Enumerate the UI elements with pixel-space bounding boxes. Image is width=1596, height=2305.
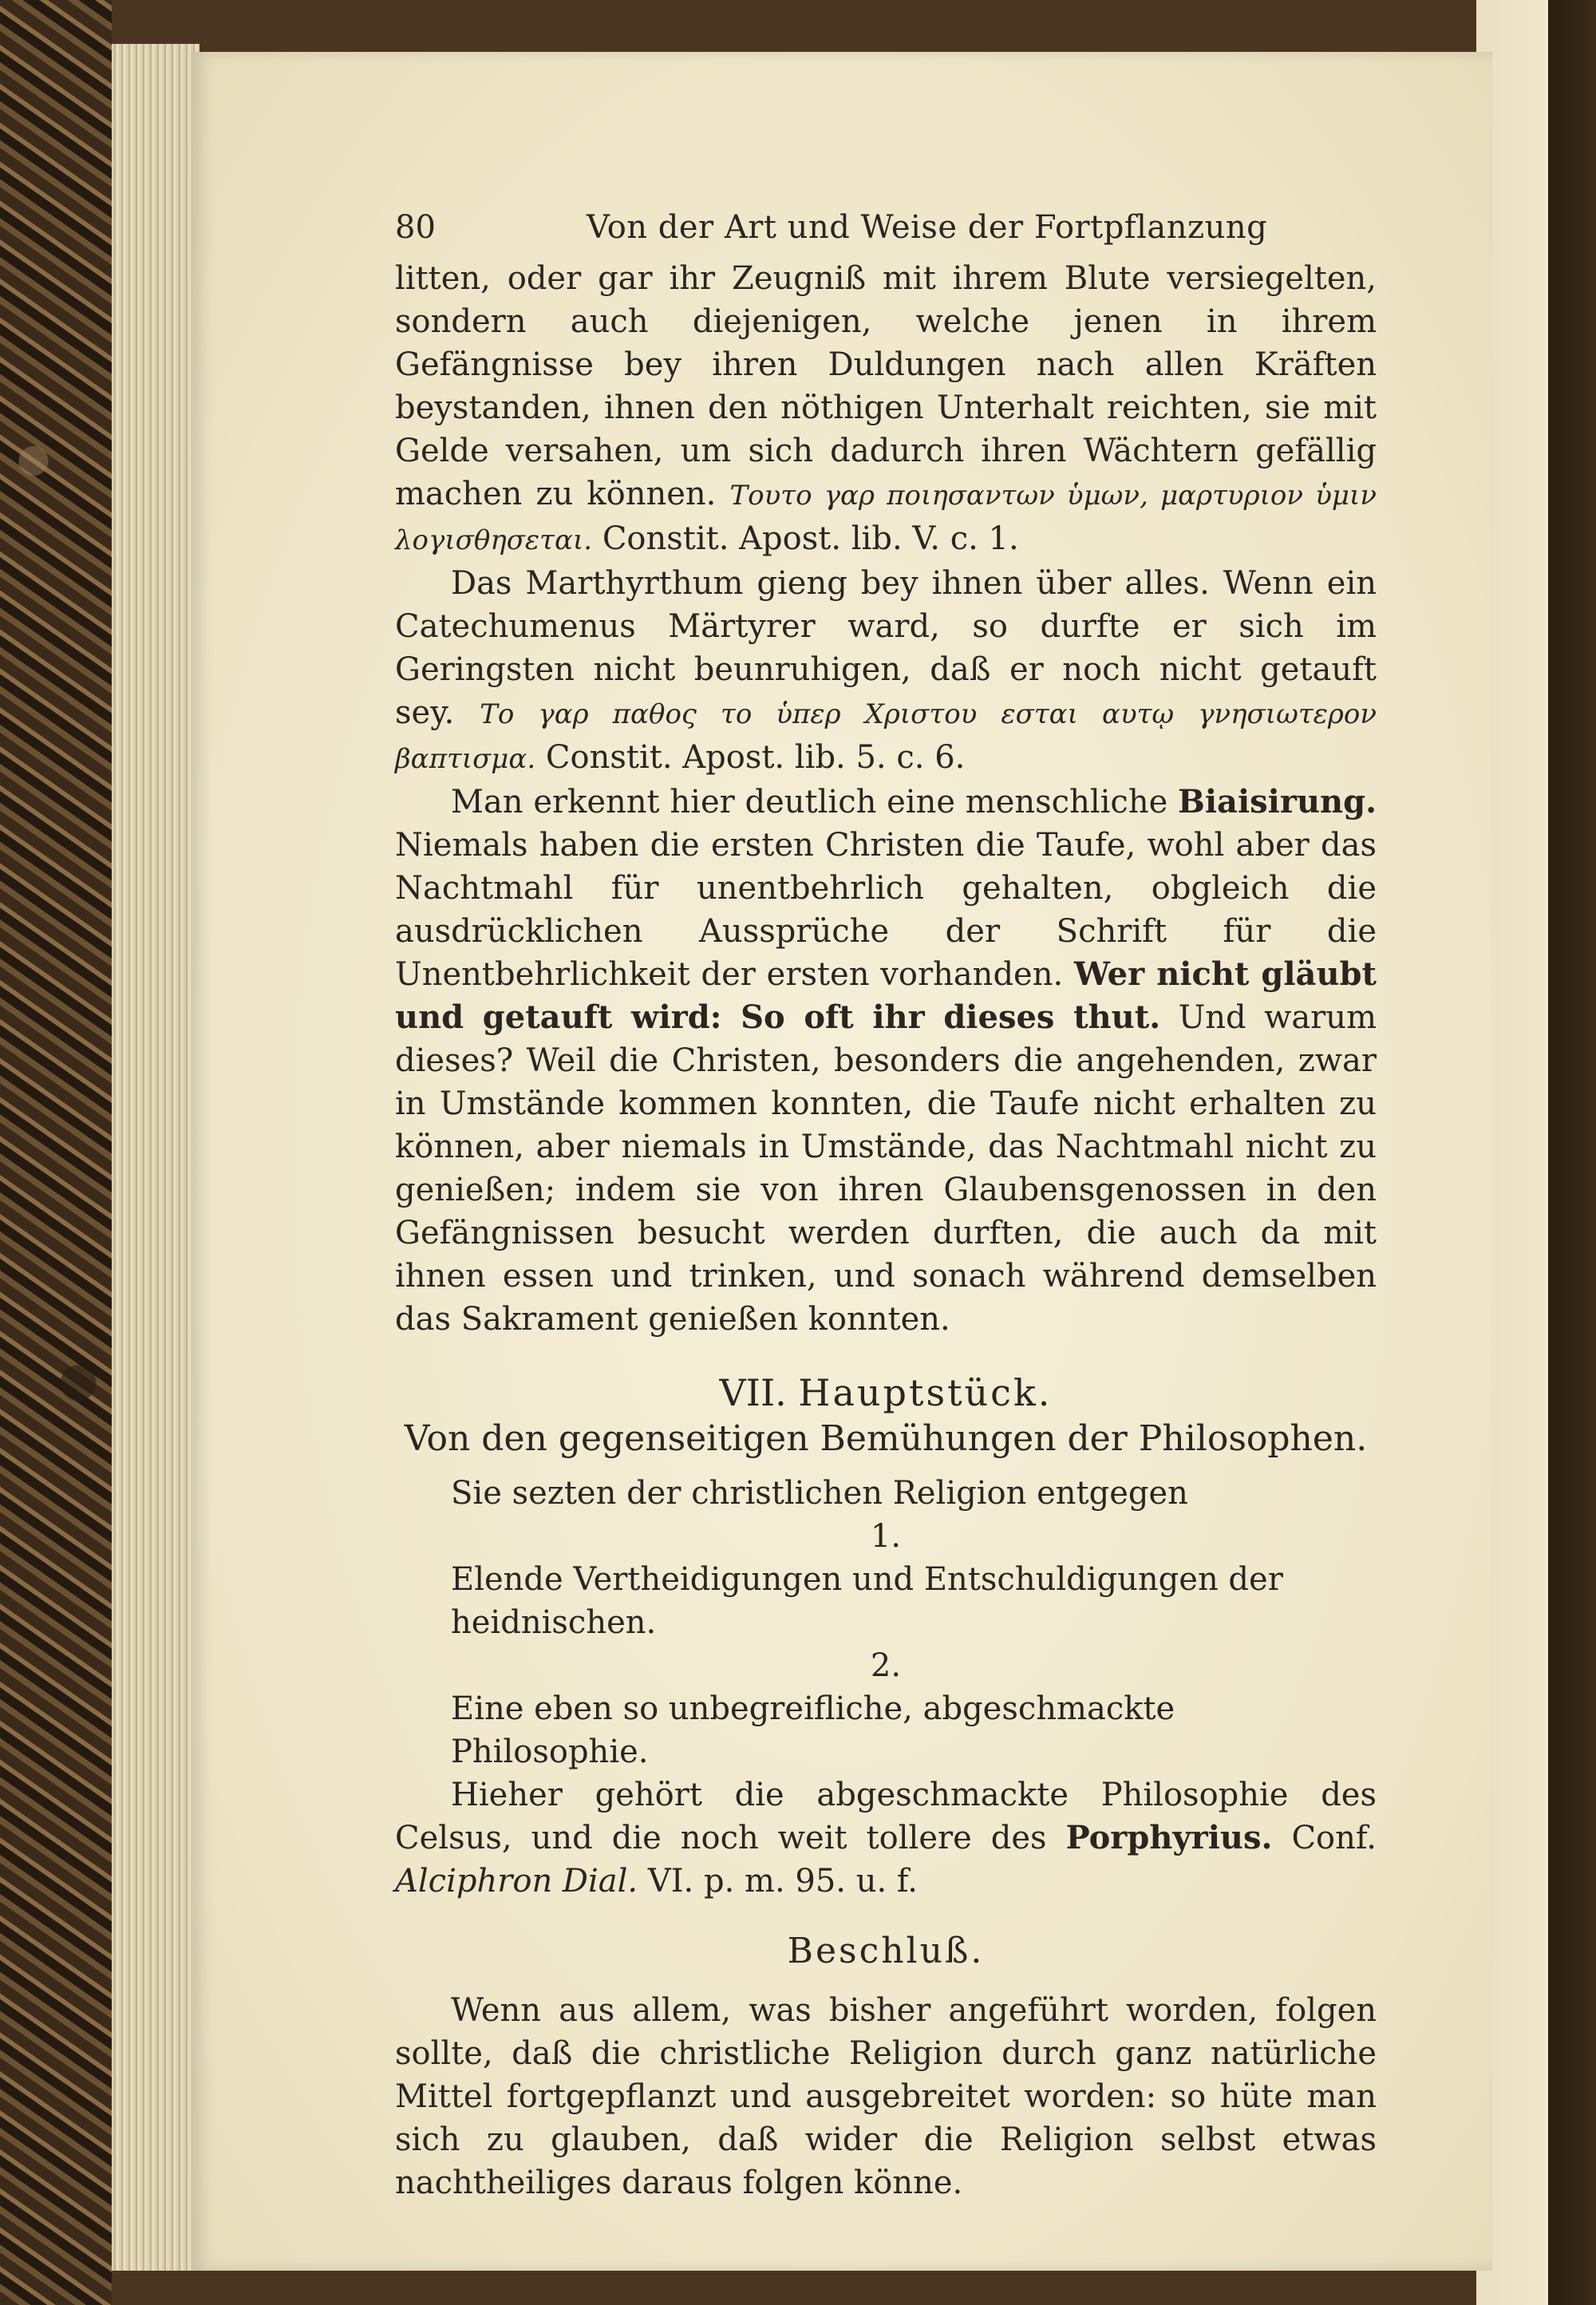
page-number: 80 [395,209,436,246]
emphasis: Porphyrius. [1065,1819,1273,1856]
citation: Constit. Apost. lib. V. c. 1. [602,520,1019,557]
item-number: 1. [870,1518,902,1555]
reference-work: Alciphron Dial. [395,1863,638,1900]
page-text [395,206,1377,2204]
paragraph-text: Das Marthyrthum gieng bey ihnen über alles. Wenn ein Catechumenus Märtyrer ward, so durfte er sich im Geringsten nicht beunruhigen, daß er noch nicht getauft sey. [395,565,1377,731]
emphasis: Biaisirung. [1178,783,1377,820]
running-head [395,206,1377,257]
greek-quote: Το γαρ παθος το ὑπερ Χριστου εσται αυτῳ γνησιωτερον βαπτισμα. [395,698,1377,775]
chapter-label: Hauptstück. [798,1371,1053,1414]
chapter-title: Von den gegenseitigen Bemühungen der Philosophen. [404,1418,1368,1459]
item-text: Eine eben so unbegreifliche, abgeschmackte Philosophie. [451,1690,1175,1770]
item-number: 2. [870,1647,902,1684]
paragraph-text: Man erkennt hier deutlich eine menschliche [451,784,1168,820]
conclusion-title: Beschluß. [787,1931,985,1971]
page-edges [112,44,200,2271]
right-page-edge [1476,0,1596,2305]
paragraph-2 [395,562,1377,781]
conf-label: Conf. [1291,1820,1377,1856]
reference-detail: VI. p. m. 95. u. f. [647,1863,918,1900]
paragraph-text: Und warum dieses? Weil die Christen, besonders die angehenden, zwar in Umstände kommen konnten, die Taufe nicht erhalten zu können, aber niemals in Umstände, das Nachtmahl nicht zu genießen; indem sie von ihren Glaubensgenossen in den Gefängnissen besucht werden durften, die auch da mit ihnen essen und trinken, und sonach während demselben das Sakrament genießen konnten. [395,999,1377,1338]
paragraph-4 [395,1773,1377,1903]
paragraph-text: Hieher gehört die abgeschmackte Philosophie des Celsus, und die noch weit tollere des [395,1777,1377,1856]
greek-quote: Τουτο γαρ ποιησαντων ὑμων, μαρτυριον ὑμιν λογισθησεται. [395,480,1377,556]
conclusion-text: Wenn aus allem, was bisher angeführt worden, folgen sollte, daß die christliche Religion durch ganz natürliche Mittel fortgepflanzt und ausgebreitet worden: so hüte man sich zu glauben, daß wider die Religion selbst etwas nachtheiliges daraus folgen könne. [395,1992,1377,2201]
chapter-intro: Sie sezten der christlichen Religion entgegen [451,1475,1188,1512]
item-text: Elende Vertheidigungen und Entschuldigungen der heidnischen. [451,1561,1283,1641]
paragraph-text: Niemals haben die ersten Christen die Taufe, wohl aber das Nachtmahl für unentbehrlich gehalten, obgleich die ausdrücklichen Aussprüche der Schrift für die Unentbehrlichkeit der ersten vorhanden. [395,827,1377,993]
paragraph-text: litten, oder gar ihr Zeugniß mit ihrem Blute versiegelten, sondern auch diejenigen, welche jenen in ihrem Gefängnisse bey ihren Duldungen nach allen Kräften beystanden, ihnen den nöthigen Unterhalt reichten, sie mit Gelde versahen, um sich dadurch ihren Wächtern gefällig machen zu können. [395,260,1377,512]
paragraph-1 [395,257,1377,562]
paragraph-3 [395,781,1377,1341]
chapter-number: VII. [719,1371,787,1414]
running-title: Von der Art und Weise der Fortpflanzung [587,209,1268,246]
chapter-heading [395,1371,1377,1414]
citation: Constit. Apost. lib. 5. c. 6. [545,739,966,776]
book-binding [0,0,112,2305]
emphasis: Wer nicht gläubt und getauft wird: So oft ihr dieses thut. [395,955,1377,1036]
